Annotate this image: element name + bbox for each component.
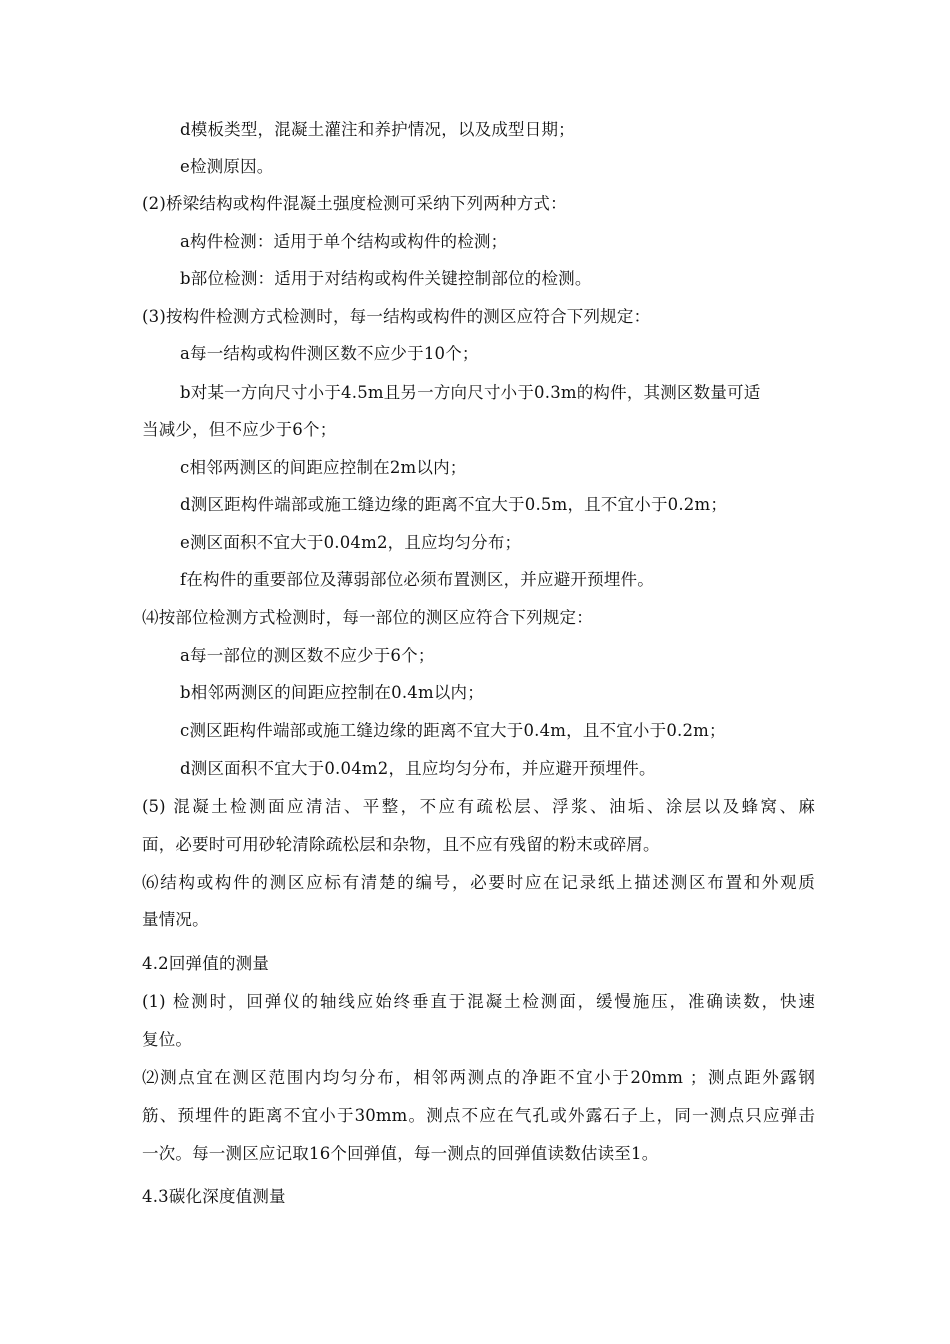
text-line: 一次。每一测区应记取16个回弹值，每一测点的回弹值读数估读至1。 — [142, 1144, 659, 1163]
text-line: a每一结构或构件测区数不应少于10个； — [180, 344, 479, 363]
text-line: 当减少，但不应少于6个； — [142, 420, 337, 439]
section-heading: 4.2回弹值的测量 — [142, 954, 270, 973]
text-line: b对某一方向尺寸小于4.5m且另一方向尺寸小于0.3m的构件，其测区数量可适 — [180, 383, 761, 402]
text-line: (2)桥梁结构或构件混凝土强度检测可采纳下列两种方式： — [142, 194, 567, 213]
text-line: (5) 混凝土检测面应清洁、平整，不应有疏松层、浮浆、油垢、涂层以及蜂窝、麻 — [142, 797, 815, 816]
text-line: (1) 检测时，回弹仪的轴线应始终垂直于混凝土检测面，缓慢施压，准确读数，快速 — [142, 992, 815, 1011]
text-line: c相邻两测区的间距应控制在2m以内； — [180, 458, 467, 477]
text-line: a构件检测：适用于单个结构或构件的检测； — [180, 232, 508, 251]
text-line: a每一部位的测区数不应少于6个； — [180, 646, 435, 665]
text-line: c测区距构件端部或施工缝边缘的距离不宜大于0.4m，且不宜小于0.2m； — [180, 721, 726, 740]
text-line: 面，必要时可用砂轮清除疏松层和杂物，且不应有残留的粉末或碎屑。 — [142, 835, 660, 854]
text-line: f在构件的重要部位及薄弱部位必须布置测区，并应避开预埋件。 — [180, 570, 654, 589]
text-line: ⑵测点宜在测区范围内均匀分布，相邻两测点的净距不宜小于20mm ；测点距外露钢 — [142, 1068, 815, 1087]
text-line: e检测原因。 — [180, 157, 274, 176]
text-line: ⑹结构或构件的测区应标有清楚的编号，必要时应在记录纸上描述测区布置和外观质 — [142, 873, 815, 892]
text-line: ⑷按部位检测方式检测时，每一部位的测区应符合下列规定： — [142, 608, 593, 627]
text-line: (3)按构件检测方式检测时，每一结构或构件的测区应符合下列规定： — [142, 307, 651, 326]
text-line: d测区距构件端部或施工缝边缘的距离不宜大于0.5m，且不宜小于0.2m； — [180, 495, 728, 514]
text-line: 复位。 — [142, 1030, 193, 1049]
text-line: d测区面积不宜大于0.04m2，且应均匀分布，并应避开预埋件。 — [180, 759, 656, 778]
text-line: d模板类型，混凝土灌注和养护情况，以及成型日期； — [180, 120, 575, 139]
section-heading: 4.3碳化深度值测量 — [142, 1187, 286, 1206]
text-line: 筋、预埋件的距离不宜小于30mm。测点不应在气孔或外露石子上，同一测点只应弹击 — [142, 1106, 815, 1125]
text-line: b部位检测：适用于对结构或构件关键控制部位的检测。 — [180, 269, 592, 288]
text-line: 量情况。 — [142, 910, 209, 929]
text-line: e测区面积不宜大于0.04m2，且应均匀分布； — [180, 533, 522, 552]
text-line: b相邻两测区的间距应控制在0.4m以内； — [180, 683, 484, 702]
